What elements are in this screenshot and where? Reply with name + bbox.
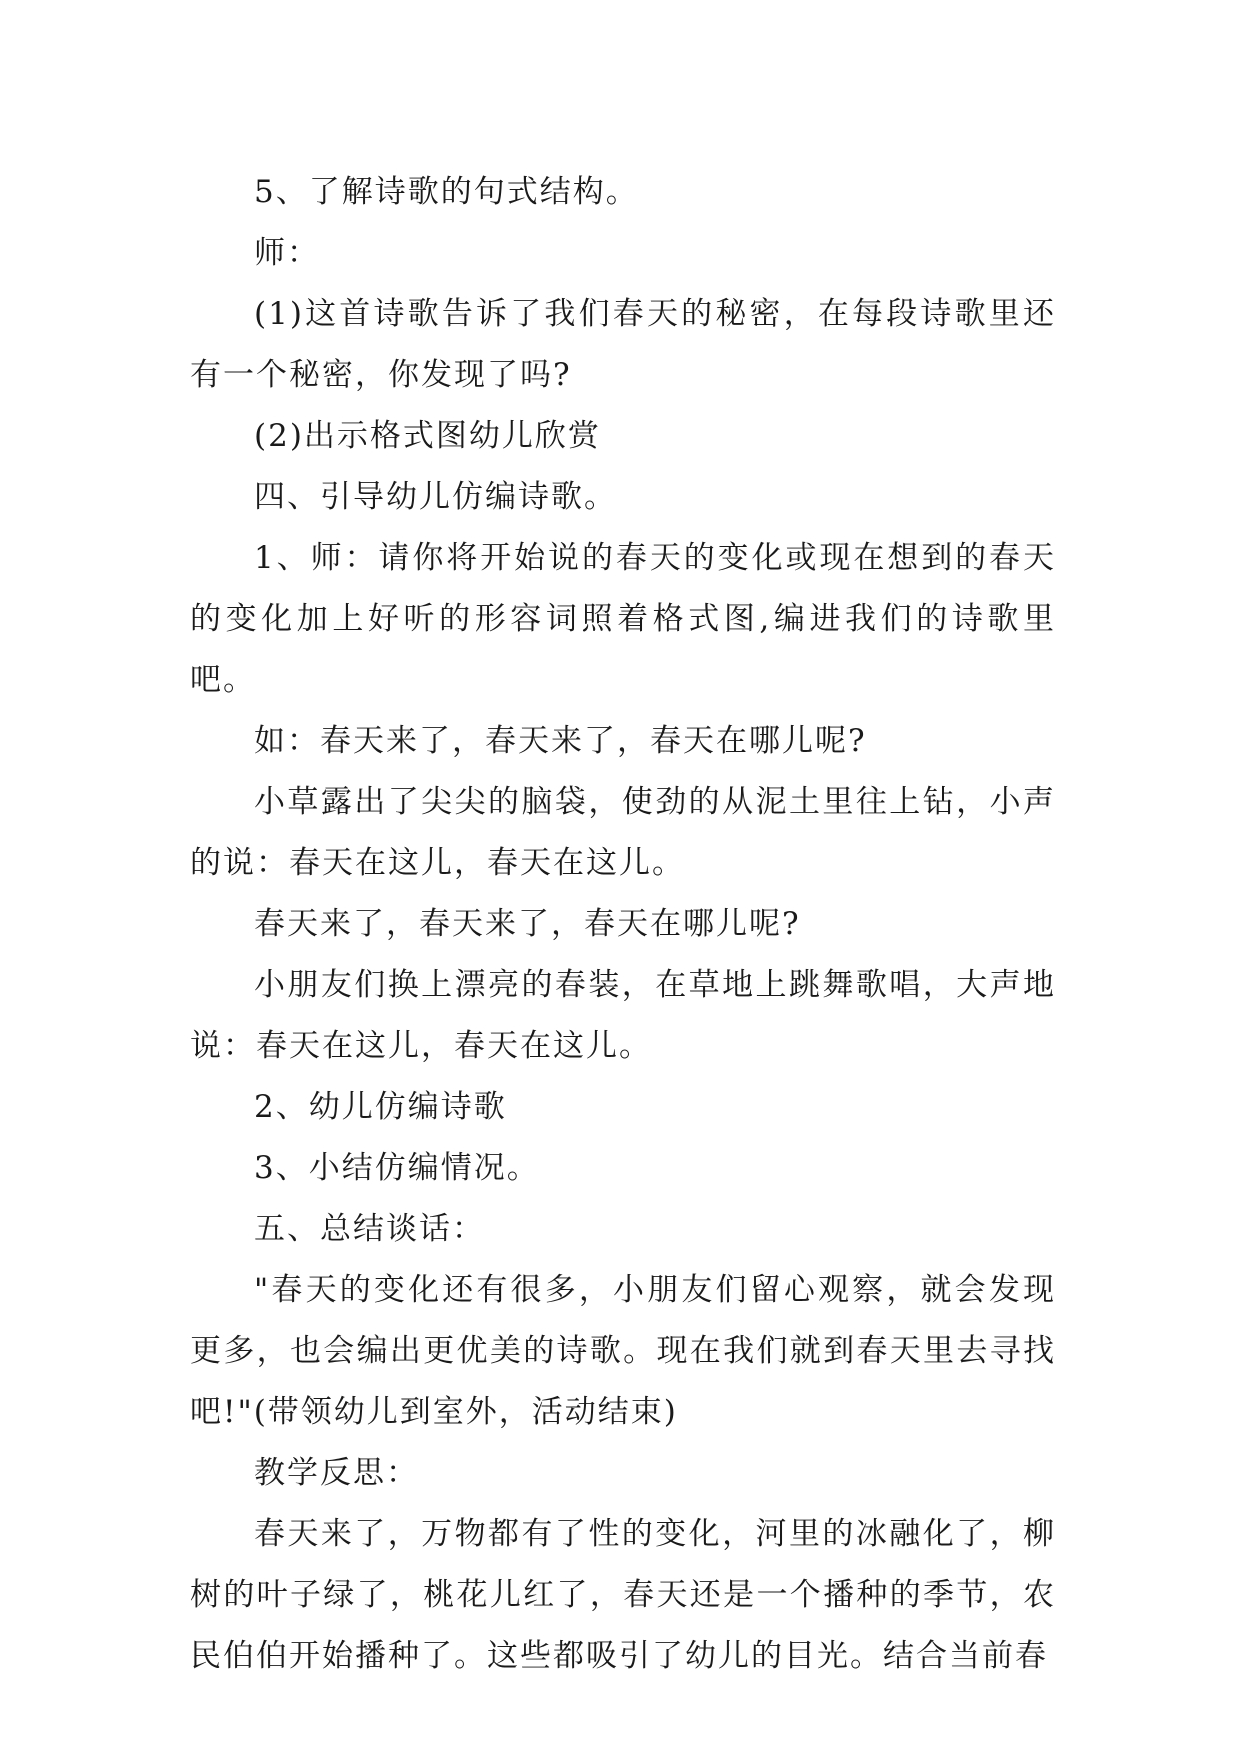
paragraph: 5、了解诗歌的句式结构。 [254,174,639,210]
paragraph: 如：春天来了，春天来了，春天在哪儿呢? [254,723,867,759]
paragraph: 2、幼儿仿编诗歌 [254,1089,507,1125]
paragraph: 小朋友们换上漂亮的春装，在草地上跳舞歌唱，大声地说：春天在这儿，春天在这儿。 [190,967,1056,1064]
paragraph: 春天来了，万物都有了性的变化，河里的冰融化了，柳树的叶子绿了，桃花儿红了，春天还是一个播种的季节，农民伯伯开始播种了。这些都吸引了幼儿的目光。结合当前春 [190,1516,1056,1674]
paragraph: (2)出示格式图幼儿欣赏 [254,418,601,454]
document-body [190,162,1056,1687]
paragraph: (1)这首诗歌告诉了我们春天的秘密，在每段诗歌里还有一个秘密，你发现了吗? [190,296,1056,393]
paragraph: 四、引导幼儿仿编诗歌。 [254,479,617,515]
paragraph: "春天的变化还有很多，小朋友们留心观察，就会发现更多，也会编出更优美的诗歌。现在我们就到春天里去寻找吧!"(带领幼儿到室外，活动结束) [190,1272,1056,1430]
paragraph: 小草露出了尖尖的脑袋，使劲的从泥土里往上钻，小声的说：春天在这儿，春天在这儿。 [190,784,1056,881]
paragraph: 教学反思： [254,1455,419,1491]
paragraph: 五、总结谈话： [254,1211,485,1247]
paragraph: 师： [254,235,320,271]
paragraph: 春天来了，春天来了，春天在哪儿呢? [254,906,801,942]
paragraph: 3、小结仿编情况。 [254,1150,540,1186]
paragraph: 1、师：请你将开始说的春天的变化或现在想到的春天的变化加上好听的形容词照着格式图,编进我们的诗歌里吧。 [190,540,1056,698]
